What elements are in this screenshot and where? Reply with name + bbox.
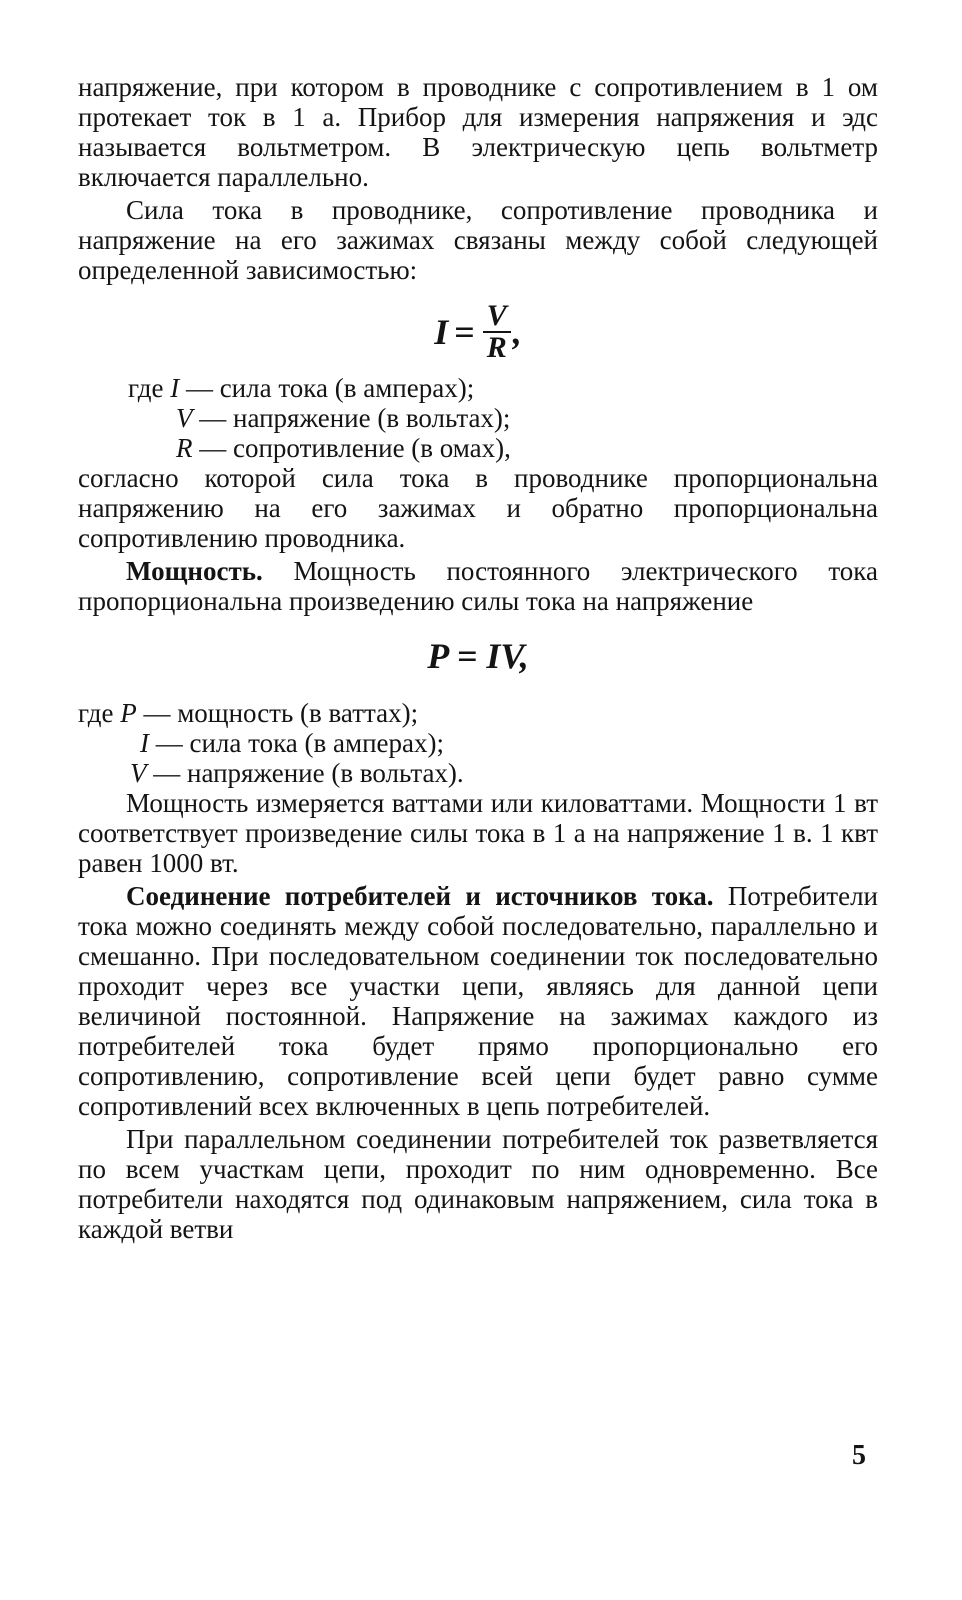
section-heading-connection: Соединение потребителей и источников тока. xyxy=(126,881,714,911)
definition-text: — сопротивление (в омах), xyxy=(192,433,511,463)
section-heading-power: Мощность. xyxy=(126,556,263,586)
definition-text: — напряжение (в вольтах). xyxy=(146,758,464,788)
formula-ohm-fraction xyxy=(483,301,511,363)
paragraph-power xyxy=(78,556,878,616)
definition-line xyxy=(78,433,878,463)
paragraph-power-units: Мощность измеряется ваттами или киловаттами. Мощности 1 вт соответствует произведение силы тока в 1 а на напряжение 1 в. 1 квт равен 1000 вт. xyxy=(78,788,878,878)
definitions-ohm xyxy=(78,373,878,463)
definition-symbol: I xyxy=(170,373,180,403)
definition-line xyxy=(78,728,878,758)
definition-line xyxy=(78,403,878,433)
definition-symbol: V xyxy=(130,758,147,788)
formula-ohm-law xyxy=(78,299,878,365)
definition-line xyxy=(78,373,878,403)
definition-symbol: I xyxy=(140,728,149,758)
definition-text: — напряжение (в вольтах); xyxy=(192,403,511,433)
formula-ohm-eq: = xyxy=(454,312,475,352)
definition-lead: где xyxy=(78,698,114,728)
body-text xyxy=(78,72,878,1244)
definition-text: — сила тока (в амперах); xyxy=(149,728,444,758)
definition-line xyxy=(78,758,878,788)
formula-ohm-numerator: V xyxy=(483,301,511,333)
definition-line xyxy=(78,698,878,728)
paragraph-ohm-law-intro: Сила тока в проводнике, сопротивление проводника и напряжение на его зажимах связаны между собой следующей определенной зависимостью: xyxy=(78,195,878,285)
paragraph-proportionality: согласно которой сила тока в проводнике пропорциональна напряжению на его зажимах и обратно пропорциональна сопротивлению проводника. xyxy=(78,463,878,553)
definition-lead: где xyxy=(128,373,164,403)
definition-symbol: V xyxy=(176,403,193,433)
formula-ohm-tail: , xyxy=(512,312,522,352)
definition-symbol: P xyxy=(120,698,137,728)
formula-power: P = IV, xyxy=(427,636,529,676)
definition-text: — сила тока (в амперах); xyxy=(179,373,475,403)
page-number: 5 xyxy=(852,1440,866,1471)
definitions-power xyxy=(78,698,878,788)
definition-text: — мощность (в ваттах); xyxy=(136,698,419,728)
formula-ohm-denominator: R xyxy=(486,331,507,364)
paragraph-connection xyxy=(78,881,878,1121)
paragraph-connection-text: Потребители тока можно соединять между собой последовательно, параллельно и смешанно. При последовательном соединении ток последовательно проходит через все участки цепи, являясь для данной цепи величиной постоянной. Напряжение на зажимах каждого из потребителей тока будет прямо пропорционально его сопротивлению, сопротивление всей цепи будет равно сумме сопротивлений всех включенных в цепь потребителей. xyxy=(78,881,878,1121)
formula-ohm-lhs: I xyxy=(434,312,449,352)
paragraph-power-text: Мощность постоянного электрического тока пропорциональна произведению силы тока на напряжение xyxy=(78,556,878,616)
paragraph-voltage-definition: напряжение, при котором в проводнике с сопротивлением в 1 ом протекает ток в 1 а. Прибор для измерения напряжения и эдс называется вольтметром. В электрическую цепь вольтметр включается параллельно. xyxy=(78,72,878,192)
paragraph-parallel: При параллельном соединении потребителей ток разветвляется по всем участкам цепи, проходит по ним одновременно. Все потребители находятся под одинаковым напряжением, сила тока в каждой ветви xyxy=(78,1124,878,1244)
definition-symbol: R xyxy=(176,433,193,463)
